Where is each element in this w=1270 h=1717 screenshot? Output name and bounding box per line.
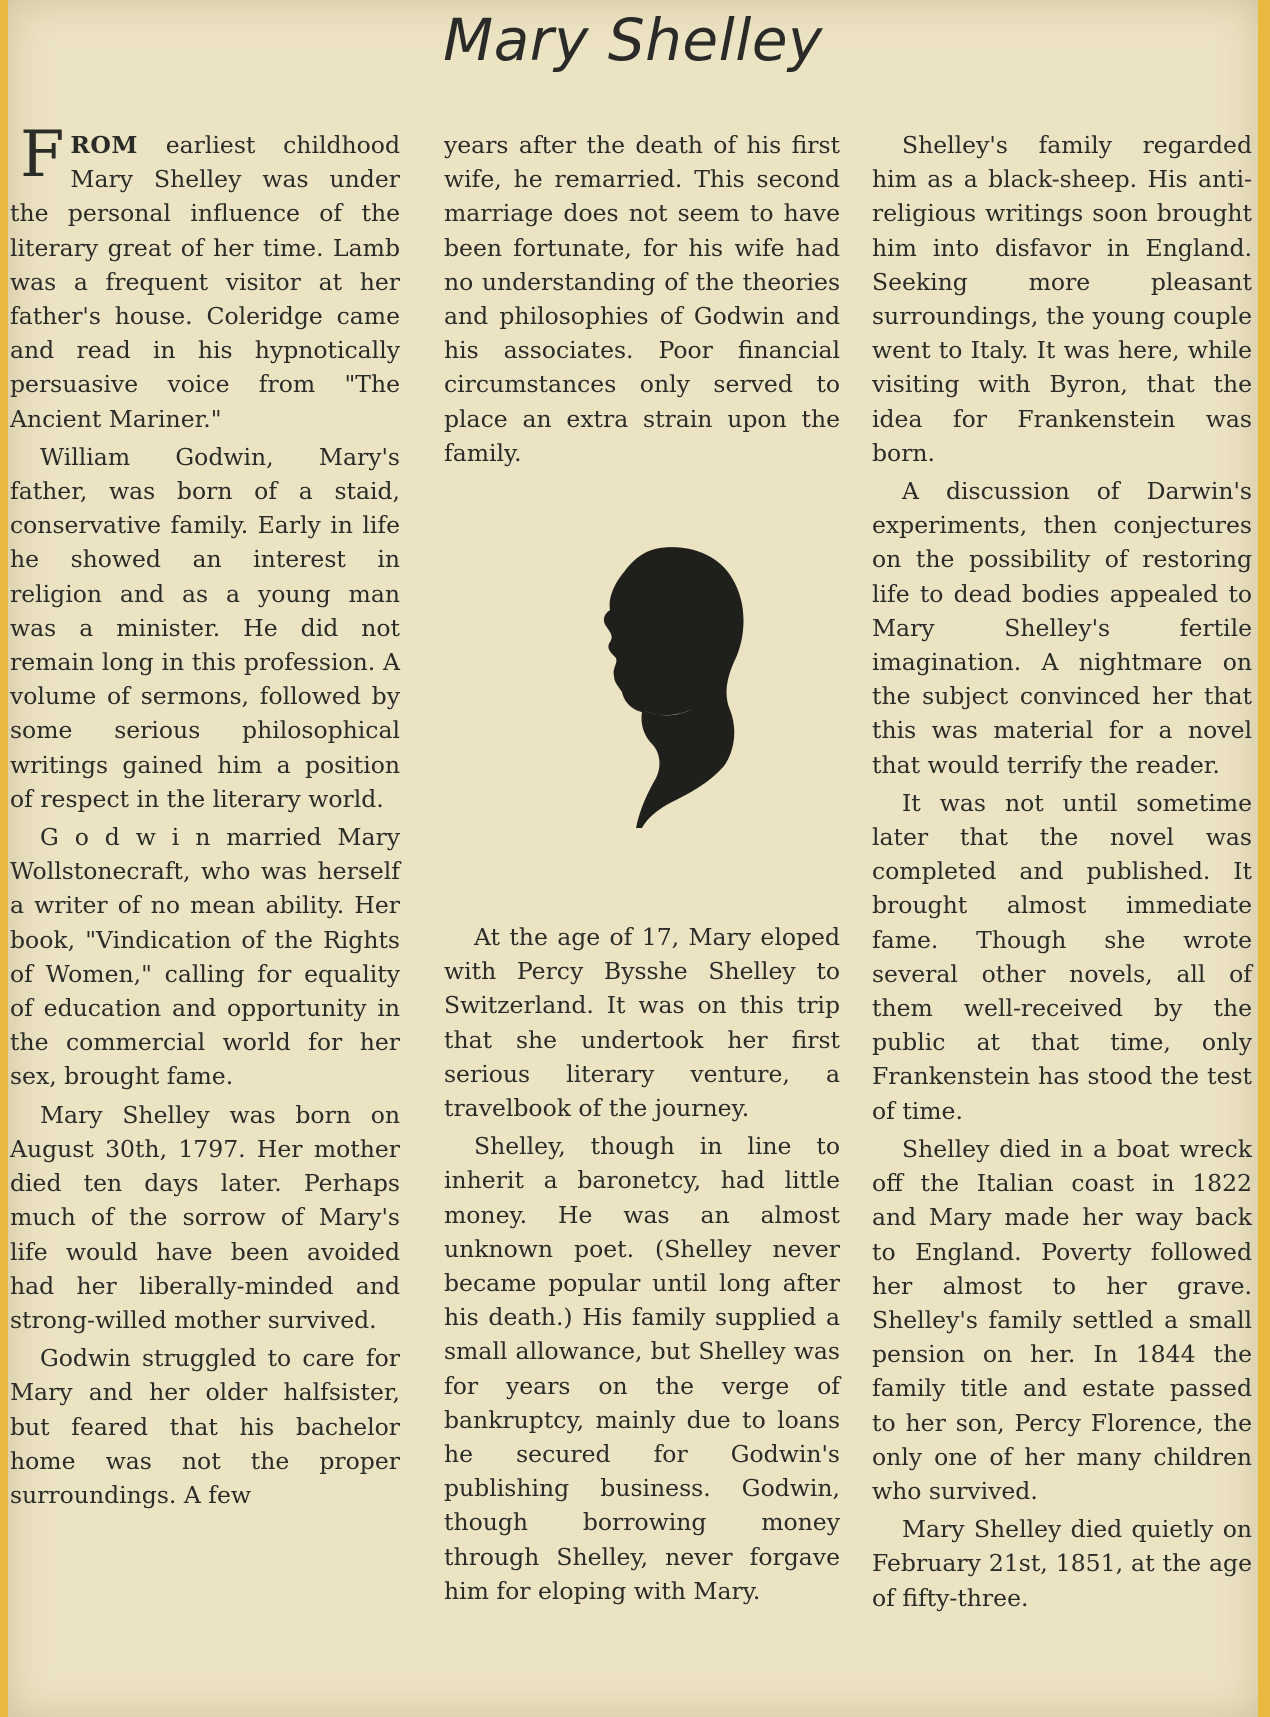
- paragraph-6: years after the death of his first wife, he remarried. This second marriage does not seem to have been fortunate, for his wife had no understanding of the theories and philosophies of Godwin and his associates. Poor financial circumstances only served to place an extra strain upon the family.: [444, 131, 840, 467]
- paragraph-9: Shelley's family regarded him as a black-sheep. His anti-religious writings soon brought him into disfavor in England. Seeking more pleasant surroundings, the young couple went to Italy. It was here, while visiting with Byron, that the idea for Frankenstein was born.: [872, 131, 1252, 467]
- paragraph-1: [10, 118, 400, 436]
- paragraph-12: Shelley died in a boat wreck off the Italian coast in 1822 and Mary made her way back to England. Poverty followed her almost to her grave. Shelley's family settled a small pension on her. In 1844 the family title and estate passed to her son, Percy Florence, the only one of her many children who survived.: [872, 1134, 1252, 1505]
- column-3: [872, 128, 1252, 1615]
- paragraph-7: At the age of 17, Mary eloped with Percy Bysshe Shelley to Switzerland. It was on this trip that she undertook her first serious literary venture, a travelbook of the journey.: [444, 923, 840, 1123]
- paragraph-10: A discussion of Darwin's experiments, then conjectures on the possibility of restoring life to dead bodies appealed to Mary Shelley's fertile imagination. A nightmare on the subject convinced her that this was material for a novel that would terrify the reader.: [872, 477, 1252, 779]
- newspaper-page: [8, 0, 1258, 1717]
- article-title: Mary Shelley: [443, 6, 823, 74]
- paragraph-4: Mary Shelley was born on August 30th, 1797. Her mother died ten days later. Perhaps much of the sorrow of Mary's life would have been avoided had her liberally-minded and strong-willed mother survived.: [10, 1100, 400, 1334]
- paragraph-text: earliest childhood Mary Shelley was under the personal influence of the literary great of her time. Lamb was a frequent visitor at her father's house. Coleridge came and read in his hypnotically persuasive voice from "The Ancient Mariner.": [10, 131, 400, 433]
- paragraph-11: It was not until sometime later that the novel was completed and published. It brought almost immediate fame. Though she wrote several other novels, all of them well-received by the public at that time, only Frankenstein has stood the test of time.: [872, 788, 1252, 1125]
- paragraph-2: William Godwin, Mary's father, was born of a staid, conservative family. Early in life he showed an interest in religion and as a young man was a minister. He did not remain long in this profession. A volume of sermons, followed by some serious philosophical writings gained him a position of respect in the literary world.: [10, 442, 400, 813]
- drop-cap: F: [20, 118, 65, 192]
- column-1: [10, 118, 400, 1512]
- opening-word: ROM: [70, 131, 138, 159]
- paragraph-13: Mary Shelley died quietly on February 21st, 1851, at the age of fifty-three.: [872, 1515, 1252, 1612]
- paragraph-3: G o d w i n married Mary Wollstonecraft, who was herself a writer of no mean ability. Her book, "Vindication of the Rights of Women," calling for equality of education and opportunity in the commercial world for her sex, brought fame.: [10, 823, 400, 1091]
- paragraph-5: Godwin struggled to care for Mary and her older halfsister, but feared that his bachelor home was not the proper surroundings. A few: [10, 1344, 400, 1509]
- paragraph-8: Shelley, though in line to inherit a baronetcy, had little money. He was an almost unknown poet. (Shelley never became popular until long after his death.) His family supplied a small allowance, but Shelley was for years on the verge of bankruptcy, mainly due to loans he secured for Godwin's publishing business. Godwin, though borrowing money through Shelley, never forgave him for eloping with Mary.: [444, 1132, 840, 1605]
- column-2: [444, 128, 840, 1605]
- silhouette-portrait-image: [548, 540, 758, 830]
- column-2-lower: [444, 920, 840, 1608]
